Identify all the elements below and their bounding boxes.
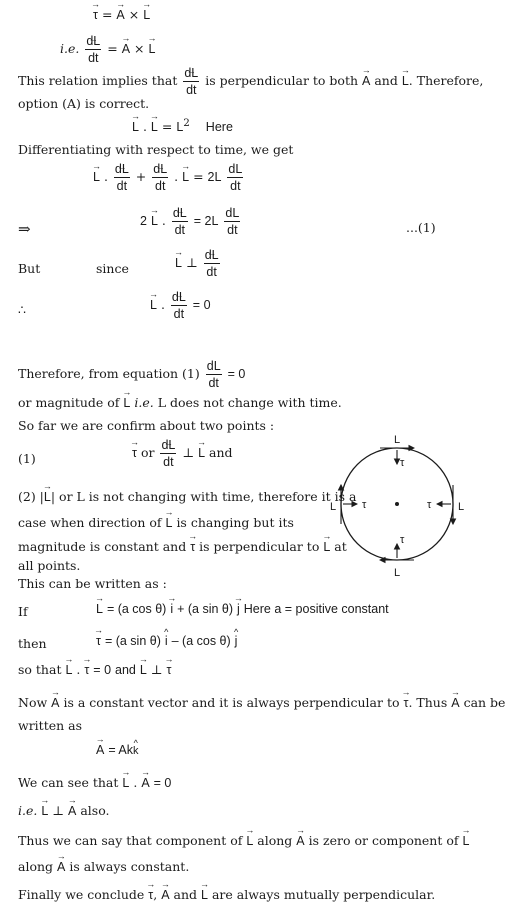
point-1-label: (1): [18, 451, 36, 466]
eq-so-that: so that → L . → τ = 0 and → L ⊥ → τ: [18, 655, 172, 677]
label-tau-left: τ: [362, 499, 367, 511]
eq-therefore: → L . → $\frac{dL}{dt}$ = 0: [150, 290, 211, 320]
label-L-left: L: [330, 501, 337, 513]
label-L-right: L: [458, 501, 465, 513]
eq-A-def: → A = Ak^ k: [96, 735, 139, 757]
fraction: → $\frac{dL}{dt}$: [85, 35, 101, 64]
text-line: So far we are confirm about two points :: [18, 418, 275, 433]
text-but: But: [18, 261, 41, 276]
eq-dLdt: i.e. → $\frac{dL}{dt}$ = → A × → L: [60, 34, 155, 64]
point-1-eq: → τ or → $\frac{dL}{dt}$ ⊥ → L and: [132, 438, 233, 468]
text-line: Finally we conclude → τ, → A and → L are always mutually perpendicular.: [18, 880, 435, 902]
text-then: then: [18, 636, 47, 651]
point-2-line: case when direction of → L is changing but its: [18, 508, 294, 530]
text-line: Differentiating with respect to time, we get: [18, 142, 294, 157]
point-2-line: magnitude is constant and → τ is perpendicular to → L at: [18, 532, 347, 554]
label-tau-bottom: τ: [400, 534, 405, 546]
text-line: This can be written as :: [18, 576, 167, 591]
label-L-top: L: [394, 434, 401, 446]
text-line: Therefore, from equation (1) $\frac{dL}{dt}$ = 0: [18, 359, 246, 390]
text-line: This relation implies that → $\frac{dL}{dt}$ is perpendicular to both → A and → L. Therefore,: [18, 66, 483, 96]
text-line: or magnitude of → L i.e. L does not change with time.: [18, 388, 342, 410]
eq-L-def: → L = (a cos θ) → i + (a sin θ) → j Here a = positive constant: [96, 594, 389, 616]
label-L-bottom: L: [394, 567, 401, 579]
text-line: i.e. → L ⊥ → A also.: [18, 796, 110, 818]
equation-ref: ...(1): [406, 220, 436, 235]
text-line: Now → A is a constant vector and it is always perpendicular to → τ. Thus → A can be: [18, 688, 505, 710]
point-2-line: (2) |→ L| or L is not changing with time, therefore it is a: [18, 482, 356, 504]
therefore-symbol: ∴: [18, 302, 26, 317]
text-line: along → A is always constant.: [18, 852, 189, 874]
label-tau-right: τ: [427, 499, 432, 511]
circular-motion-diagram: [330, 430, 470, 580]
point-2-line: all points.: [18, 558, 81, 573]
text-if: If: [18, 604, 28, 619]
text-since: since: [96, 261, 129, 276]
text-line: option (A) is correct.: [18, 96, 150, 111]
eq-implies: 2 → L . → $\frac{dL}{dt}$ = 2L $\frac{dL}{dt}$: [140, 206, 242, 236]
text-line: written as: [18, 718, 83, 733]
eq-tau-def: → τ = (a sin θ) ^ i – (a cos θ) ^ j: [96, 626, 237, 648]
text-line: We can see that → L . → A = 0: [18, 768, 171, 790]
text-line: Thus we can say that component of → L along → A is zero or component of → L: [18, 826, 469, 848]
eq-diff: → L . → $\frac{dL}{dt}$ + → $\frac{dL}{dt}$ . → L = 2L $\frac{dL}{dt}$: [93, 162, 245, 192]
eq-LL: → L . → $L = L^2$ Here: [132, 112, 233, 134]
label-tau-top: τ: [400, 457, 405, 469]
implies-symbol: ⇒: [18, 220, 31, 238]
eq-torque: → τ = → A × → L: [93, 0, 150, 22]
eq-since: → L ⊥ → $\frac{dL}{dt}$: [175, 248, 222, 278]
tau-vector: → τ: [93, 0, 98, 22]
